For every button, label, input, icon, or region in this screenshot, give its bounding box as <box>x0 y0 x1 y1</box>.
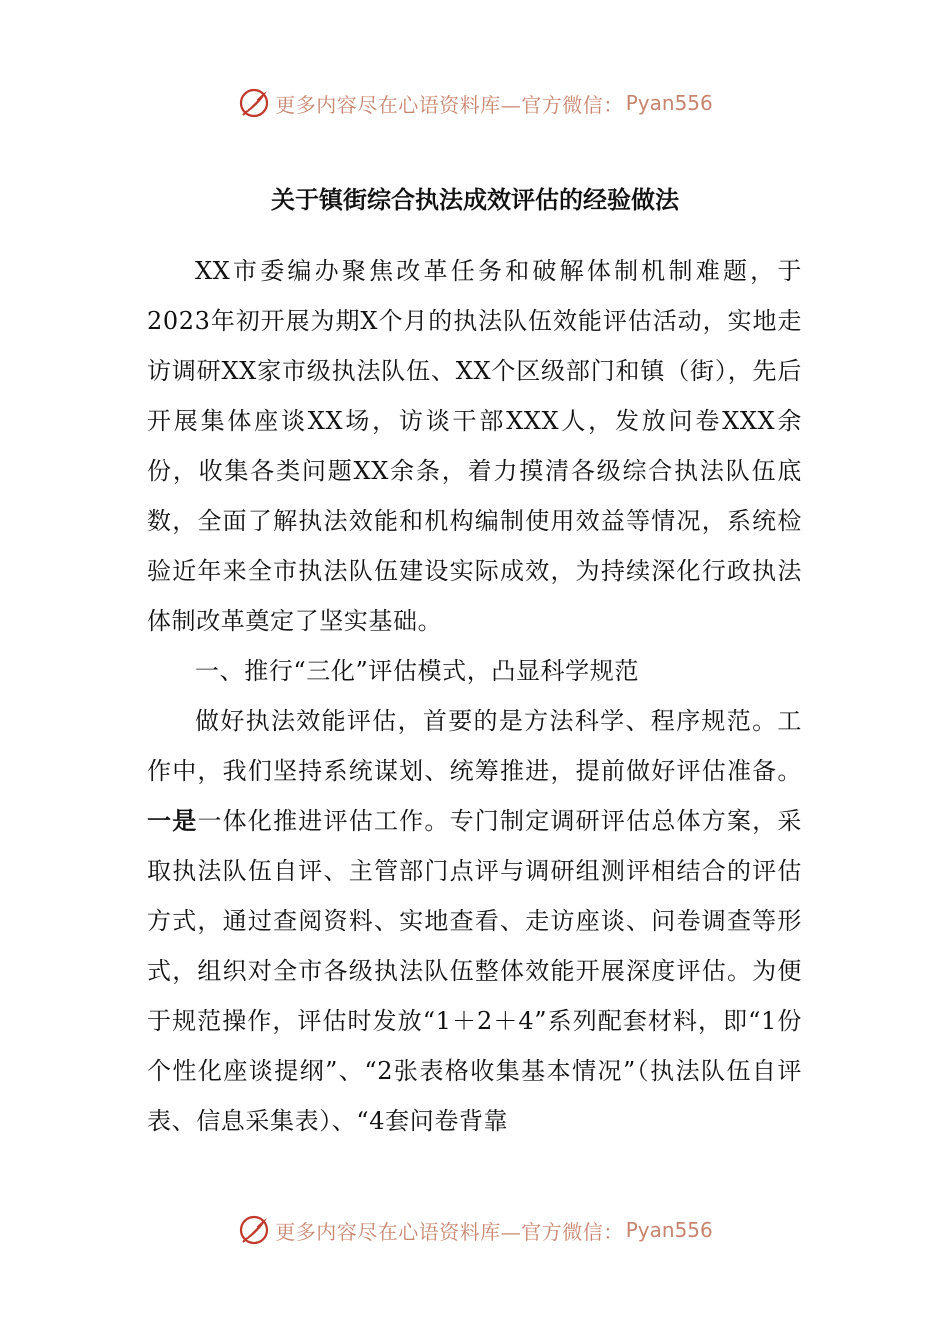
quill-logo-icon <box>237 86 271 120</box>
quill-logo-icon <box>237 1213 271 1247</box>
header-wechat: Pyan556 <box>625 91 713 115</box>
header-text: 更多内容尽在心语资料库—官方微信： <box>275 92 624 117</box>
section-heading-1: 一、推行“三化”评估模式，凸显科学规范 <box>195 657 639 685</box>
bold-marker: 一是 <box>147 807 198 835</box>
header-banner <box>0 83 950 123</box>
footer-text: 更多内容尽在心语资料库—官方微信： <box>275 1219 624 1244</box>
document-body <box>147 246 802 1146</box>
paragraph-section-1 <box>147 696 802 1146</box>
document-title: 关于镇街综合执法成效评估的经验做法 <box>271 186 679 214</box>
paragraph-text-a: 做好执法效能评估，首要的是方法科学、程序规范。工作中，我们坚持系统谋划、统筹推进，提前做好评估准备。 <box>147 707 802 785</box>
footer-banner <box>0 1210 950 1250</box>
paragraph-text-b: 一体化推进评估工作。专门制定调研评估总体方案，采取执法队伍自评、主管部门点评与调研组测评相结合的评估方式，通过查阅资料、实地查看、走访座谈、问卷调查等形式，组织对全市各级执法队伍整体效能开展深度评估。为便于规范操作，评估时发放“1＋2＋4”系列配套材料，即“1份个性化座谈提纲”、“2张表格收集基本情况”（执法队伍自评表、信息采集表）、“4套问卷背靠 <box>147 807 802 1135</box>
paragraph-intro: XX市委编办聚焦改革任务和破解体制机制难题，于2023年初开展为期X个月的执法队伍效能评估活动，实地走访调研XX家市级执法队伍、XX个区级部门和镇（街），先后开展集体座谈XX场，访谈干部XXX人，发放问卷XXX余份，收集各类问题XX余条，着力摸清各级综合执法队伍底数，全面了解执法效能和机构编制使用效益等情况，系统检验近年来全市执法队伍建设实际成效，为持续深化行政执法体制改革奠定了坚实基础。 <box>147 257 802 635</box>
footer-wechat: Pyan556 <box>625 1218 713 1242</box>
